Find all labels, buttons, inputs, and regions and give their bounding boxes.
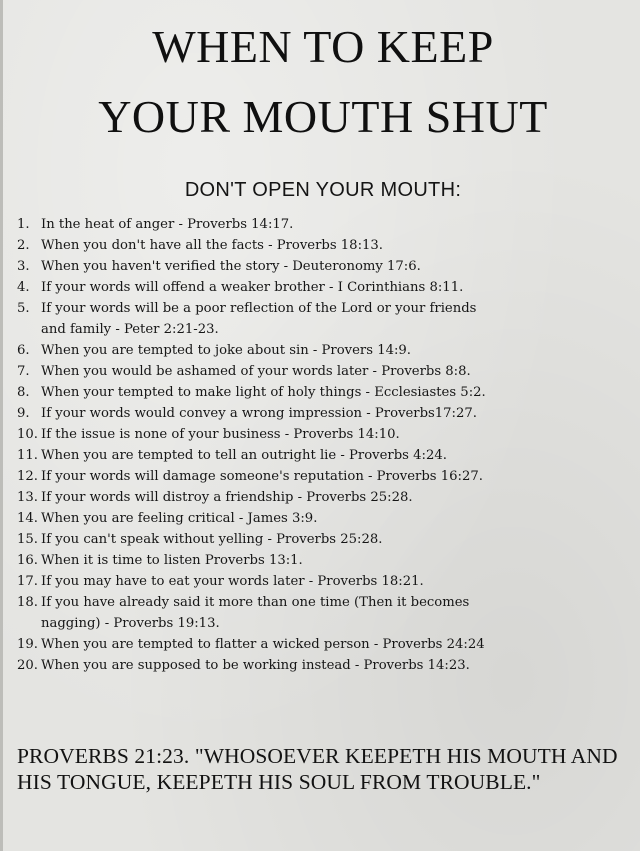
item-number: 12. xyxy=(17,469,38,484)
list-item xyxy=(17,403,639,424)
list-item xyxy=(17,256,639,277)
item-text: If you have already said it more than one time (Then it becomes xyxy=(41,595,470,610)
item-text: If your words would convey a wrong impression - Proverbs17:27. xyxy=(41,406,477,421)
item-number: 7. xyxy=(17,364,30,379)
item-number: 17. xyxy=(17,574,38,589)
list-item xyxy=(17,340,639,361)
item-number: 16. xyxy=(17,553,38,568)
item-text: If your words will damage someone's reputation - Proverbs 16:27. xyxy=(41,469,483,484)
item-number: 19. xyxy=(17,637,38,652)
item-text-continuation: and family - Peter 2:21-23. xyxy=(41,322,219,337)
list-item xyxy=(17,214,639,235)
item-text: When you haven't verified the story - Deuteronomy 17:6. xyxy=(41,259,421,274)
item-number: 6. xyxy=(17,343,30,358)
item-number: 14. xyxy=(17,511,38,526)
item-text: When you are tempted to tell an outright lie - Proverbs 4:24. xyxy=(41,448,447,463)
item-text: When you don't have all the facts - Proverbs 18:13. xyxy=(41,238,383,253)
item-text: When you are tempted to joke about sin - Provers 14:9. xyxy=(41,343,411,358)
list-item xyxy=(17,655,639,676)
item-number: 9. xyxy=(17,406,30,421)
item-text: When you would be ashamed of your words later - Proverbs 8:8. xyxy=(41,364,471,379)
item-number: 4. xyxy=(17,280,30,295)
item-number: 20. xyxy=(17,658,38,673)
item-number: 15. xyxy=(17,532,38,547)
list-item xyxy=(17,550,639,571)
page-title-line-1: WHEN TO KEEP xyxy=(152,21,494,72)
item-text: When it is time to listen Proverbs 13:1. xyxy=(41,553,303,568)
item-text: When you are supposed to be working instead - Proverbs 14:23. xyxy=(41,658,470,673)
item-text: If your words will distroy a friendship - Proverbs 25:28. xyxy=(41,490,413,505)
item-number: 1. xyxy=(17,217,30,232)
list-item xyxy=(17,424,639,445)
list-item xyxy=(17,466,639,487)
rules-list xyxy=(17,214,639,676)
list-item xyxy=(17,277,639,298)
item-number: 8. xyxy=(17,385,30,400)
item-text: When you are feeling critical - James 3:9. xyxy=(41,511,318,526)
list-item xyxy=(17,445,639,466)
item-text: If your words will be a poor reflection of the Lord or your friends xyxy=(41,301,477,316)
item-number: 11. xyxy=(17,448,38,463)
section-heading: DON'T OPEN YOUR MOUTH: xyxy=(184,179,462,201)
item-text: When your tempted to make light of holy things - Ecclesiastes 5:2. xyxy=(41,385,486,400)
page-title-line-2: YOUR MOUTH SHUT xyxy=(98,91,548,142)
closing-verse: PROVERBS 21:23. "WHOSOEVER KEEPETH HIS MOUTH AND HIS TONGUE, KEEPETH HIS SOUL FROM TROUBLE." xyxy=(17,744,618,794)
item-number: 5. xyxy=(17,301,30,316)
item-text: If the issue is none of your business - Proverbs 14:10. xyxy=(41,427,400,442)
item-number: 2. xyxy=(17,238,30,253)
list-item xyxy=(17,235,639,256)
item-number: 3. xyxy=(17,259,30,274)
item-text: In the heat of anger - Proverbs 14:17. xyxy=(41,217,294,232)
list-item xyxy=(17,382,639,403)
list-item xyxy=(17,487,639,508)
list-item xyxy=(17,571,639,592)
item-number: 10. xyxy=(17,427,38,442)
list-item xyxy=(17,634,639,655)
item-text: When you are tempted to flatter a wicked person - Proverbs 24:24 xyxy=(41,637,485,652)
item-text: If you may have to eat your words later - Proverbs 18:21. xyxy=(41,574,424,589)
list-item xyxy=(17,592,639,634)
list-item xyxy=(17,508,639,529)
item-number: 18. xyxy=(17,595,38,610)
item-text-continuation: nagging) - Proverbs 19:13. xyxy=(41,616,220,631)
item-text: If your words will offend a weaker brother - I Corinthians 8:11. xyxy=(41,280,464,295)
list-item xyxy=(17,298,639,340)
item-text: If you can't speak without yelling - Proverbs 25:28. xyxy=(41,532,383,547)
item-number: 13. xyxy=(17,490,38,505)
list-item xyxy=(17,361,639,382)
list-item xyxy=(17,529,639,550)
